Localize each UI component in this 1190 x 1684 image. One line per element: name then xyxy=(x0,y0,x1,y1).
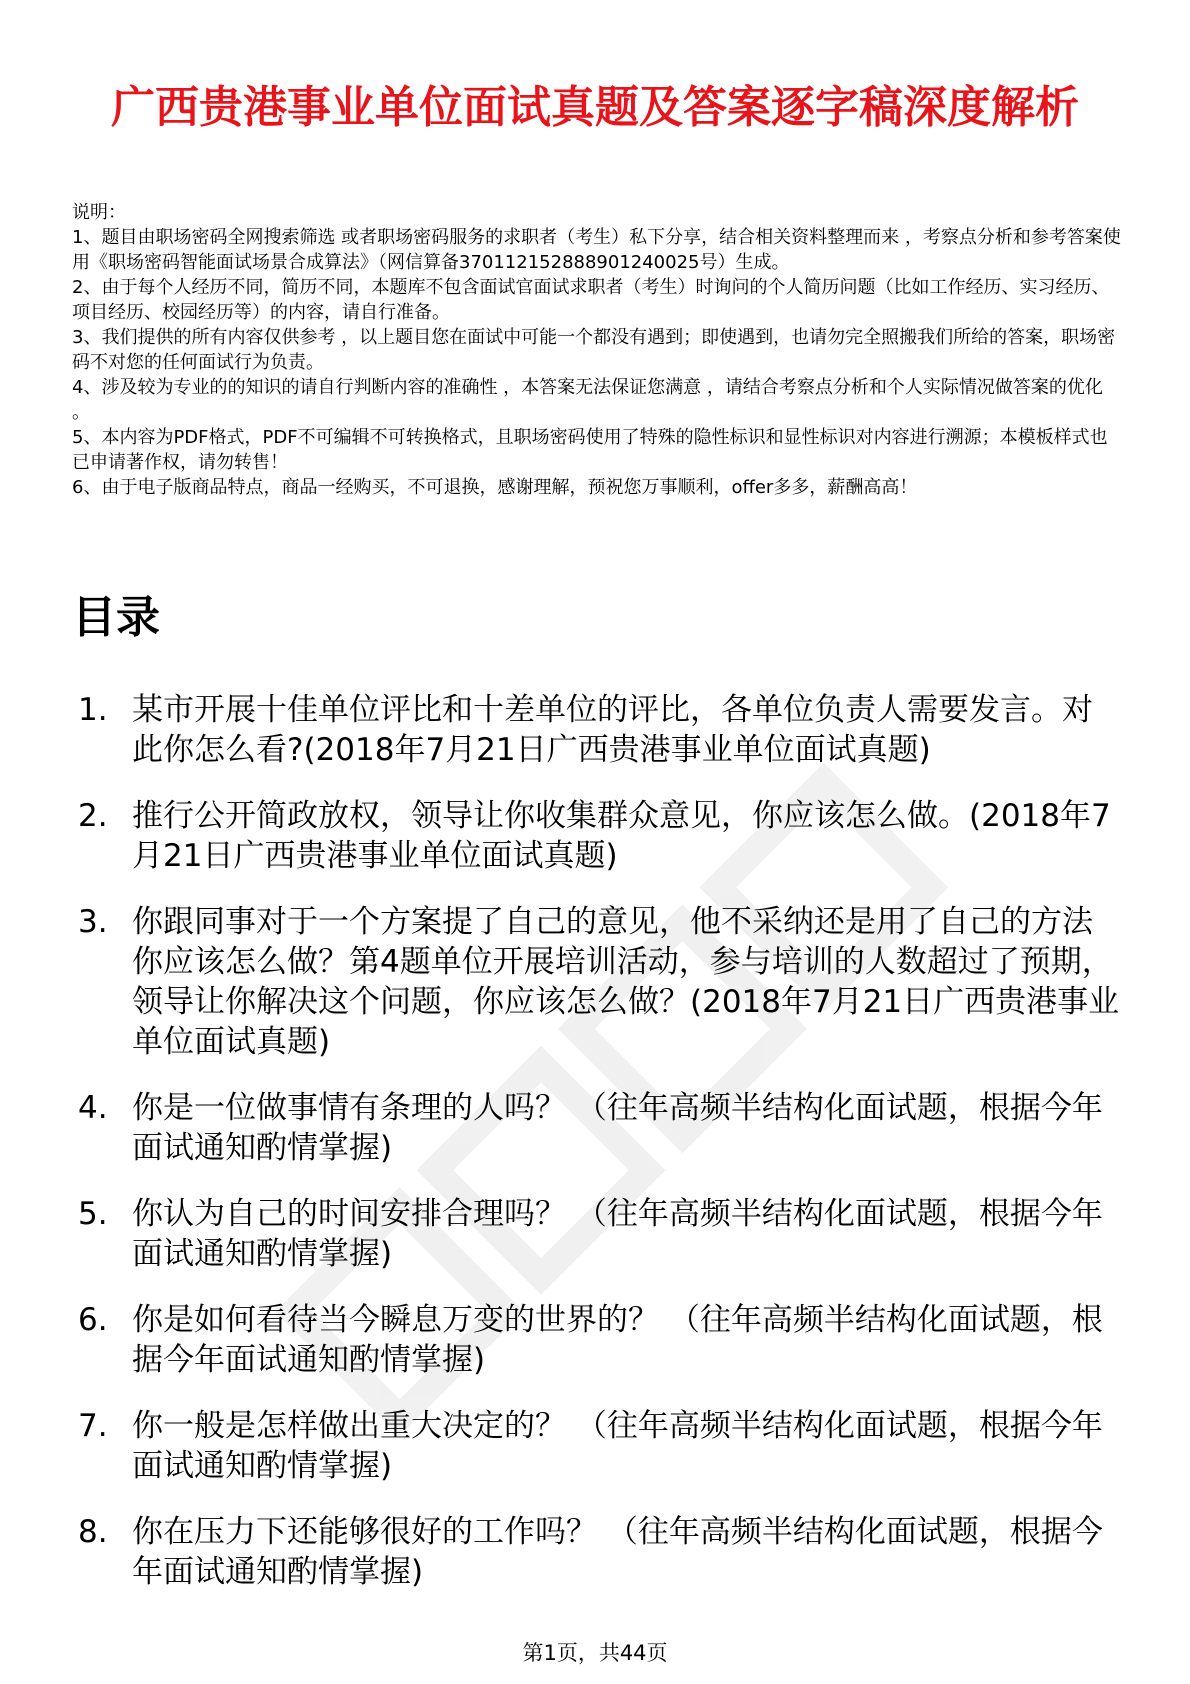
table-of-contents xyxy=(72,690,1122,1618)
toc-item-text: 某市开展十佳单位评比和十差单位的评比，各单位负责人需要发言。对此你怎么看?(2018年7月21日广西贵港事业单位面试真题) xyxy=(132,692,1093,768)
toc-item-number: 3. xyxy=(78,904,108,940)
toc-item[interactable] xyxy=(72,1300,1122,1380)
note-item: 1、题目由职场密码全网搜索筛选 或者职场密码服务的求职者（考生）私下分享，结合相关资料整理而来 ，考察点分析和参考答案使用《职场密码智能面试场景合成算法》（网信算备370112152888901240025号）生成。 xyxy=(72,227,1121,273)
toc-item-number: 2. xyxy=(78,798,108,834)
note-item: 5、本内容为PDF格式，PDF不可编辑不可转换格式，且职场密码使用了特殊的隐性标识和显性标识对内容进行溯源；本模板样式也已申请著作权，请勿转售！ xyxy=(72,427,1108,473)
note-item: 2、由于每个人经历不同，简历不同，本题库不包含面试官面试求职者（考生）时询问的个人简历问题（比如工作经历、实习经历、项目经历、校园经历等）的内容，请自行准备。 xyxy=(72,277,1110,323)
page-footer: 第1页，共44页 xyxy=(522,1641,668,1665)
toc-item[interactable] xyxy=(72,796,1122,876)
toc-item-text: 你跟同事对于一个方案提了自己的意见，他不采纳还是用了自己的方法你应该怎么做？第4题单位开展培训活动，参与培训的人数超过了预期，领导让你解决这个问题，你应该怎么做？(2018年7月21日广西贵港事业单位面试真题) xyxy=(132,904,1120,1060)
toc-item-number: 1. xyxy=(78,692,108,728)
toc-item-text: 你一般是怎样做出重大决定的？ （往年高频半结构化面试题，根据今年面试通知酌情掌握) xyxy=(132,1408,1103,1484)
toc-item[interactable] xyxy=(72,1194,1122,1274)
toc-item[interactable] xyxy=(72,1406,1122,1486)
note-item: 3、我们提供的所有内容仅供参考 ，以上题目您在面试中可能一个都没有遇到；即使遇到，也请勿完全照搬我们所给的答案，职场密码不对您的任何面试行为负责。 xyxy=(72,327,1116,373)
toc-item[interactable] xyxy=(72,1088,1122,1168)
toc-item-text: 推行公开简政放权，领导让你收集群众意见，你应该怎么做。(2018年7月21日广西贵港事业单位面试真题) xyxy=(132,798,1111,874)
toc-heading: 目录 xyxy=(72,592,160,643)
notes-label: 说明： xyxy=(72,202,126,223)
toc-item-number: 7. xyxy=(78,1408,108,1444)
toc-item-number: 8. xyxy=(78,1514,108,1550)
note-item: 6、由于电子版商品特点，商品一经购买，不可退换，感谢理解，预祝您万事顺利，offer多多，薪酬高高！ xyxy=(72,477,918,498)
toc-item-text: 你认为自己的时间安排合理吗？ （往年高频半结构化面试题，根据今年面试通知酌情掌握) xyxy=(132,1196,1103,1272)
toc-item-number: 4. xyxy=(78,1090,108,1126)
toc-item[interactable] xyxy=(72,690,1122,770)
notes-section xyxy=(72,200,1122,500)
document-title: 广西贵港事业单位面试真题及答案逐字稿深度解析 xyxy=(111,82,1079,134)
toc-item[interactable] xyxy=(72,1512,1122,1592)
toc-item-text: 你在压力下还能够很好的工作吗？ （往年高频半结构化面试题，根据今年面试通知酌情掌握) xyxy=(132,1514,1103,1590)
toc-item-number: 6. xyxy=(78,1302,108,1338)
toc-item[interactable] xyxy=(72,902,1122,1062)
note-item: 4、涉及较为专业的的知识的请自行判断内容的准确性 ，本答案无法保证您满意 ，请结合考察点分析和个人实际情况做答案的优化 。 xyxy=(72,377,1103,423)
toc-item-number: 5. xyxy=(78,1196,108,1232)
toc-item-text: 你是如何看待当今瞬息万变的世界的？ （往年高频半结构化面试题，根据今年面试通知酌情掌握) xyxy=(132,1302,1103,1378)
toc-item-text: 你是一位做事情有条理的人吗？ （往年高频半结构化面试题，根据今年面试通知酌情掌握) xyxy=(132,1090,1103,1166)
